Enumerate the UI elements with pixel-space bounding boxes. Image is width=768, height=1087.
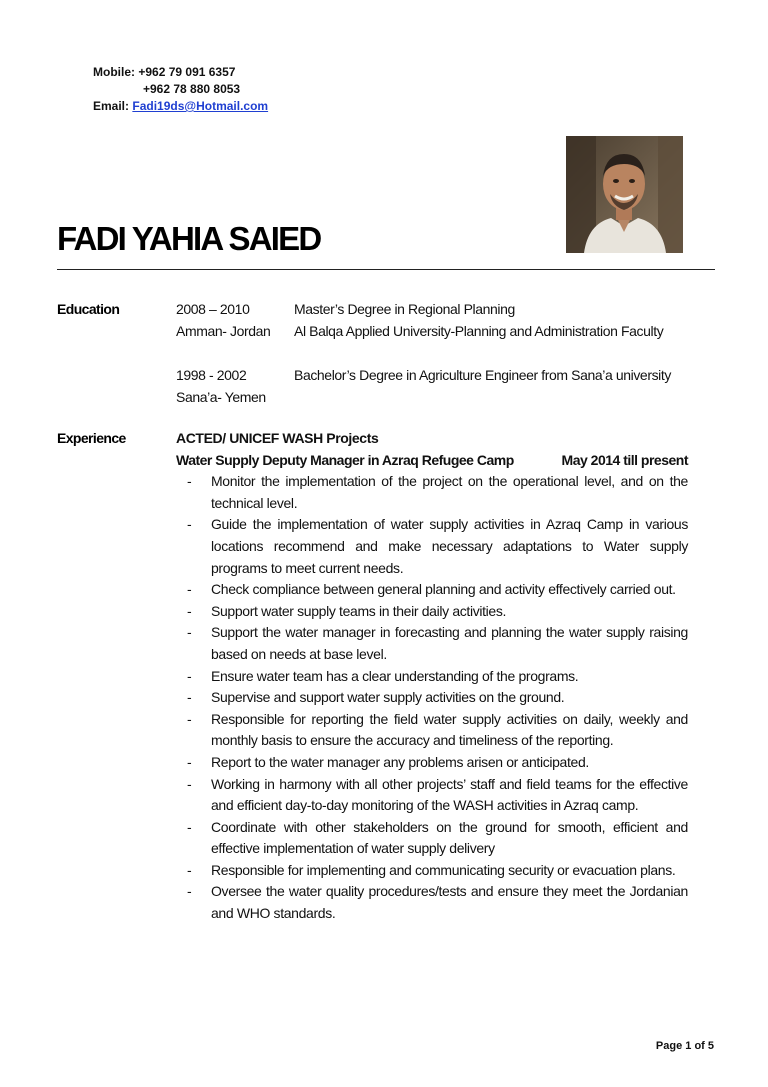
mobile-number-2: +962 78 880 8053 bbox=[143, 82, 241, 96]
email-label: Email: bbox=[93, 99, 130, 113]
profile-photo bbox=[566, 136, 683, 253]
experience-period: May 2014 till present bbox=[561, 451, 688, 468]
responsibility-text: Report to the water manager any problems arisen or anticipated. bbox=[211, 753, 589, 770]
responsibility-text: Responsible for reporting the field water supply activities on daily, weekly and monthly basis to ensure the accuracy and timeliness of the reporting. bbox=[211, 710, 688, 749]
responsibility-text: Coordinate with other stakeholders on the ground for smooth, efficient and effective implementation of water supply delivery bbox=[211, 818, 688, 857]
education-label: Education bbox=[57, 301, 120, 317]
list-item: - Ensure water team has a clear understanding of the programs. bbox=[187, 667, 579, 684]
mobile-row bbox=[93, 64, 268, 81]
responsibility-text: Oversee the water quality procedures/tests and ensure they meet the Jordanian and WHO standards. bbox=[211, 883, 688, 922]
mobile-row-2 bbox=[93, 81, 268, 98]
mobile-label: Mobile: bbox=[93, 65, 135, 79]
responsibility-text: Check compliance between general planning and activity effectively carried out. bbox=[211, 581, 676, 598]
responsibility-text: Working in harmony with all other projects’ staff and field teams for the effective and efficient day-to-day monitoring of the WASH activities in Azraq camp. bbox=[211, 775, 688, 814]
responsibility-text: Monitor the implementation of the project on the operational level, and on the technical level. bbox=[211, 473, 688, 511]
education-place: Sana’a- Yemen bbox=[176, 389, 266, 405]
list-item: - Responsible for implementing and communicating security or evacuation plans. bbox=[187, 861, 676, 878]
list-item: - Coordinate with other stakeholders on the ground for smooth, efficient and effective implementation of water supply delivery bbox=[187, 818, 688, 857]
list-item: - Guide the implementation of water supply activities in Azraq Camp in various locations recommend and make necessary adaptations to Water supply programs to meet current needs. bbox=[187, 516, 688, 576]
responsibility-text: Support the water manager in forecasting and planning the water supply raising based on needs at base level. bbox=[211, 624, 688, 662]
email-row bbox=[93, 98, 268, 115]
responsibility-text: Responsible for implementing and communicating security or evacuation plans. bbox=[211, 861, 676, 878]
responsibility-text: Guide the implementation of water supply activities in Azraq Camp in various locations recommend and make necessary adaptations to Water supply programs to meet current needs. bbox=[211, 516, 688, 576]
education-years: 2008 – 2010 bbox=[176, 301, 250, 317]
experience-label: Experience bbox=[57, 430, 126, 446]
candidate-name: FADI YAHIA SAIED bbox=[57, 220, 321, 257]
email-link[interactable]: Fadi19ds@Hotmail.com bbox=[132, 99, 269, 113]
education-place: Amman- Jordan bbox=[176, 323, 271, 339]
header-divider bbox=[57, 269, 715, 270]
education-years: 1998 - 2002 bbox=[176, 367, 247, 383]
experience-block bbox=[176, 428, 688, 925]
responsibility-text: Support water supply teams in their daily activities. bbox=[211, 602, 507, 619]
list-item: - Monitor the implementation of the project on the operational level, and on the technical level. bbox=[187, 473, 688, 511]
list-item: - Oversee the water quality procedures/tests and ensure they meet the Jordanian and WHO standards. bbox=[187, 883, 688, 922]
responsibilities-list bbox=[176, 471, 688, 924]
education-institution: Al Balqa Applied University-Planning and Administration Faculty bbox=[294, 323, 664, 339]
list-item: - Report to the water manager any problems arisen or anticipated. bbox=[187, 753, 589, 770]
experience-role-row bbox=[176, 450, 688, 472]
education-degree: Bachelor’s Degree in Agriculture Engineer from Sana’a university bbox=[294, 367, 671, 383]
list-item: - Supervise and support water supply activities on the ground. bbox=[187, 689, 565, 706]
contact-block bbox=[93, 64, 268, 115]
responsibility-text: Supervise and support water supply activities on the ground. bbox=[211, 689, 565, 706]
education-degree: Master’s Degree in Regional Planning bbox=[294, 301, 515, 317]
list-item: - Support water supply teams in their daily activities. bbox=[187, 602, 507, 619]
list-item: - Check compliance between general planning and activity effectively carried out. bbox=[187, 581, 676, 598]
experience-organization: ACTED/ UNICEF WASH Projects bbox=[176, 430, 379, 446]
experience-role: Water Supply Deputy Manager in Azraq Refugee Camp bbox=[176, 451, 514, 468]
mobile-number-1: +962 79 091 6357 bbox=[138, 65, 236, 79]
profile-photo-image bbox=[566, 136, 683, 253]
page-number: Page 1 of 5 bbox=[655, 1040, 714, 1052]
responsibility-text: Ensure water team has a clear understanding of the programs. bbox=[211, 667, 579, 684]
list-item: - Responsible for reporting the field water supply activities on daily, weekly and monthly basis to ensure the accuracy and timeliness of the reporting. bbox=[187, 710, 688, 749]
list-item: - Support the water manager in forecasting and planning the water supply raising based on needs at base level. bbox=[187, 624, 688, 662]
list-item: - Working in harmony with all other projects’ staff and field teams for the effective and efficient day-to-day monitoring of the WASH activities in Azraq camp. bbox=[187, 775, 688, 814]
